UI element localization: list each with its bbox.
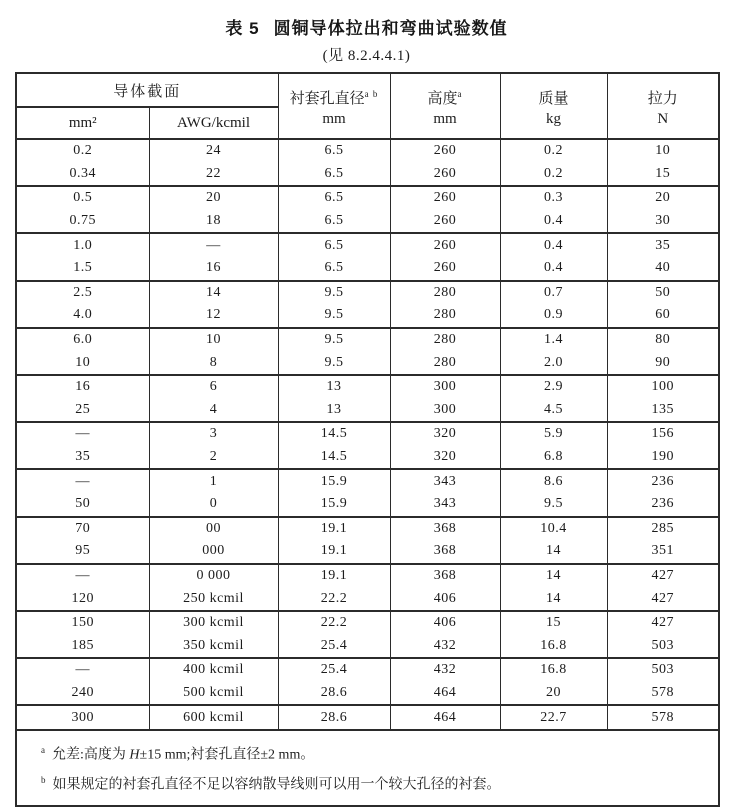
cell: 50 xyxy=(607,281,719,305)
cell: 503 xyxy=(607,658,719,682)
cell: 432 xyxy=(390,658,500,682)
cell: 236 xyxy=(607,469,719,493)
cell: 16 xyxy=(16,375,149,399)
cell: 300 xyxy=(390,375,500,399)
cell: 80 xyxy=(607,328,719,352)
footnote-a xyxy=(41,738,708,768)
cell: 0.34 xyxy=(16,163,149,187)
cell: 135 xyxy=(607,399,719,423)
cell: 351 xyxy=(607,540,719,564)
cell: 300 xyxy=(16,705,149,730)
cell: 6.5 xyxy=(278,257,390,281)
header-pull-force xyxy=(607,73,719,139)
cell: 14 xyxy=(500,587,607,611)
cell: 0.4 xyxy=(500,210,607,234)
cell: 6.8 xyxy=(500,446,607,470)
cell: 1.0 xyxy=(16,233,149,257)
table-row xyxy=(16,446,719,470)
cell: 22 xyxy=(149,163,278,187)
cell: 13 xyxy=(278,375,390,399)
cell: 260 xyxy=(390,233,500,257)
table-row xyxy=(16,186,719,210)
cell: 578 xyxy=(607,705,719,730)
cell: 6.5 xyxy=(278,186,390,210)
table-row xyxy=(16,375,719,399)
cell: 250 kcmil xyxy=(149,587,278,611)
table-row xyxy=(16,705,719,730)
cell: 16.8 xyxy=(500,634,607,658)
cell: 4.0 xyxy=(16,304,149,328)
data-table xyxy=(15,72,720,807)
cell: 300 xyxy=(390,399,500,423)
cell: — xyxy=(16,422,149,446)
table-row xyxy=(16,304,719,328)
cell: — xyxy=(16,658,149,682)
cell: 156 xyxy=(607,422,719,446)
cell: 14 xyxy=(500,564,607,588)
header-label: 质量 xyxy=(538,90,569,107)
header-height xyxy=(390,73,500,139)
footnote-text: ±15 mm;衬套孔直径±2 mm。 xyxy=(139,747,315,763)
table-row xyxy=(16,540,719,564)
cell: 1.5 xyxy=(16,257,149,281)
cell: 20 xyxy=(149,186,278,210)
table-header xyxy=(16,73,719,139)
cell: 6.5 xyxy=(278,210,390,234)
cell: 35 xyxy=(607,233,719,257)
cell: 19.1 xyxy=(278,517,390,541)
cell: 0 xyxy=(149,493,278,517)
cell: 6.5 xyxy=(278,139,390,163)
cell: 28.6 xyxy=(278,682,390,706)
cell: 9.5 xyxy=(278,328,390,352)
table-row xyxy=(16,493,719,517)
cell: 280 xyxy=(390,281,500,305)
cell: 464 xyxy=(390,682,500,706)
header-bushing-hole-diameter xyxy=(278,73,390,139)
table-row xyxy=(16,587,719,611)
cell: 14 xyxy=(500,540,607,564)
cell: 427 xyxy=(607,611,719,635)
header-mm2: mm² xyxy=(16,107,149,139)
table-row xyxy=(16,257,719,281)
cell: 20 xyxy=(607,186,719,210)
cell: 14 xyxy=(149,281,278,305)
page-subtitle: (见 8.2.4.4.1) xyxy=(322,48,411,64)
cell: 368 xyxy=(390,517,500,541)
cell: 280 xyxy=(390,304,500,328)
footnote-marker: b xyxy=(41,774,46,785)
cell: 16 xyxy=(149,257,278,281)
cell: 13 xyxy=(278,399,390,423)
cell: 90 xyxy=(607,351,719,375)
table-row xyxy=(16,634,719,658)
cell: 10 xyxy=(607,139,719,163)
cell: — xyxy=(16,469,149,493)
table-row xyxy=(16,139,719,163)
cell: 70 xyxy=(16,517,149,541)
cell: 25 xyxy=(16,399,149,423)
cell: 6.5 xyxy=(278,163,390,187)
header-conductor-section: 导体截面 xyxy=(16,73,278,107)
cell: 3 xyxy=(149,422,278,446)
cell: 9.5 xyxy=(278,281,390,305)
cell: 10 xyxy=(149,328,278,352)
cell: 25.4 xyxy=(278,634,390,658)
cell: 320 xyxy=(390,422,500,446)
cell: 16.8 xyxy=(500,658,607,682)
page-title xyxy=(0,14,733,39)
cell: 8.6 xyxy=(500,469,607,493)
cell: 2.0 xyxy=(500,351,607,375)
header-mass xyxy=(500,73,607,139)
cell: 14.5 xyxy=(278,422,390,446)
cell: 260 xyxy=(390,163,500,187)
cell: 432 xyxy=(390,634,500,658)
footnote-marker: a xyxy=(41,744,45,755)
header-unit: mm xyxy=(433,110,457,127)
cell: 0.4 xyxy=(500,257,607,281)
cell: 000 xyxy=(149,540,278,564)
cell: 0.2 xyxy=(500,163,607,187)
cell: 260 xyxy=(390,257,500,281)
cell: 368 xyxy=(390,564,500,588)
cell: 100 xyxy=(607,375,719,399)
footnote-text: 如果规定的衬套孔直径不足以容纳散导线则可以用一个较大孔径的衬套。 xyxy=(52,777,501,793)
cell: 60 xyxy=(607,304,719,328)
table-row xyxy=(16,658,719,682)
cell: 95 xyxy=(16,540,149,564)
cell: 120 xyxy=(16,587,149,611)
cell: 150 xyxy=(16,611,149,635)
cell: 406 xyxy=(390,587,500,611)
cell: 5.9 xyxy=(500,422,607,446)
cell: 0.9 xyxy=(500,304,607,328)
table-row xyxy=(16,328,719,352)
cell: 22.2 xyxy=(278,587,390,611)
table-row xyxy=(16,163,719,187)
cell: 9.5 xyxy=(278,304,390,328)
cell: 0.4 xyxy=(500,233,607,257)
cell: 20 xyxy=(500,682,607,706)
cell: 22.7 xyxy=(500,705,607,730)
table-row xyxy=(16,281,719,305)
footnote-text: 允差:高度为 xyxy=(52,747,130,763)
header-unit: N xyxy=(657,110,669,127)
cell: 30 xyxy=(607,210,719,234)
cell: 2 xyxy=(149,446,278,470)
header-superscript: a xyxy=(457,88,463,99)
table-title-text: 圆铜导体拉出和弯曲试验数值 xyxy=(273,19,508,38)
footnote-b xyxy=(41,768,708,798)
cell: 18 xyxy=(149,210,278,234)
cell: 343 xyxy=(390,469,500,493)
header-unit: mm xyxy=(322,110,346,127)
table-body xyxy=(16,139,719,730)
cell: 28.6 xyxy=(278,705,390,730)
cell: 8 xyxy=(149,351,278,375)
cell: — xyxy=(149,233,278,257)
cell: 427 xyxy=(607,564,719,588)
header-unit: kg xyxy=(546,110,562,127)
cell: 260 xyxy=(390,186,500,210)
cell: 464 xyxy=(390,705,500,730)
cell: 15.9 xyxy=(278,493,390,517)
cell: 2.9 xyxy=(500,375,607,399)
cell: — xyxy=(16,564,149,588)
table-row xyxy=(16,611,719,635)
header-awg-kcmil: AWG/kcmil xyxy=(149,107,278,139)
cell: 50 xyxy=(16,493,149,517)
table-row xyxy=(16,469,719,493)
cell: 9.5 xyxy=(500,493,607,517)
cell: 15 xyxy=(607,163,719,187)
cell: 350 kcmil xyxy=(149,634,278,658)
cell: 368 xyxy=(390,540,500,564)
cell: 500 kcmil xyxy=(149,682,278,706)
cell: 320 xyxy=(390,446,500,470)
cell: 00 xyxy=(149,517,278,541)
cell: 285 xyxy=(607,517,719,541)
table-row xyxy=(16,517,719,541)
cell: 0.75 xyxy=(16,210,149,234)
header-label: 高度 xyxy=(427,90,458,107)
header-label: 拉力 xyxy=(647,90,678,107)
table-row xyxy=(16,210,719,234)
footnote-italic-h: H xyxy=(129,747,140,763)
cell: 600 kcmil xyxy=(149,705,278,730)
header-label: 衬套孔直径 xyxy=(289,90,365,107)
cell: 10.4 xyxy=(500,517,607,541)
cell: 0 000 xyxy=(149,564,278,588)
header-superscript: a b xyxy=(364,88,379,99)
table-row xyxy=(16,682,719,706)
cell: 0.3 xyxy=(500,186,607,210)
cell: 15 xyxy=(500,611,607,635)
table-number: 表 5 xyxy=(225,19,260,38)
cell: 0.5 xyxy=(16,186,149,210)
cell: 190 xyxy=(607,446,719,470)
cell: 6 xyxy=(149,375,278,399)
cell: 343 xyxy=(390,493,500,517)
cell: 260 xyxy=(390,210,500,234)
table-row xyxy=(16,564,719,588)
cell: 19.1 xyxy=(278,540,390,564)
cell: 9.5 xyxy=(278,351,390,375)
cell: 400 kcmil xyxy=(149,658,278,682)
cell: 1.4 xyxy=(500,328,607,352)
cell: 0.7 xyxy=(500,281,607,305)
cell: 19.1 xyxy=(278,564,390,588)
table-row xyxy=(16,422,719,446)
table-row xyxy=(16,351,719,375)
cell: 503 xyxy=(607,634,719,658)
cell: 260 xyxy=(390,139,500,163)
cell: 25.4 xyxy=(278,658,390,682)
cell: 578 xyxy=(607,682,719,706)
cell: 22.2 xyxy=(278,611,390,635)
cell: 280 xyxy=(390,328,500,352)
cell: 6.5 xyxy=(278,233,390,257)
cell: 236 xyxy=(607,493,719,517)
cell: 15.9 xyxy=(278,469,390,493)
table-footnotes xyxy=(16,730,719,806)
cell: 24 xyxy=(149,139,278,163)
cell: 40 xyxy=(607,257,719,281)
cell: 300 kcmil xyxy=(149,611,278,635)
cell: 14.5 xyxy=(278,446,390,470)
cell: 1 xyxy=(149,469,278,493)
cell: 0.2 xyxy=(500,139,607,163)
cell: 280 xyxy=(390,351,500,375)
table-row xyxy=(16,399,719,423)
cell: 2.5 xyxy=(16,281,149,305)
cell: 4.5 xyxy=(500,399,607,423)
cell: 427 xyxy=(607,587,719,611)
cell: 185 xyxy=(16,634,149,658)
cell: 0.2 xyxy=(16,139,149,163)
cell: 6.0 xyxy=(16,328,149,352)
cell: 4 xyxy=(149,399,278,423)
cell: 10 xyxy=(16,351,149,375)
table-row xyxy=(16,233,719,257)
cell: 240 xyxy=(16,682,149,706)
cell: 35 xyxy=(16,446,149,470)
cell: 406 xyxy=(390,611,500,635)
cell: 12 xyxy=(149,304,278,328)
